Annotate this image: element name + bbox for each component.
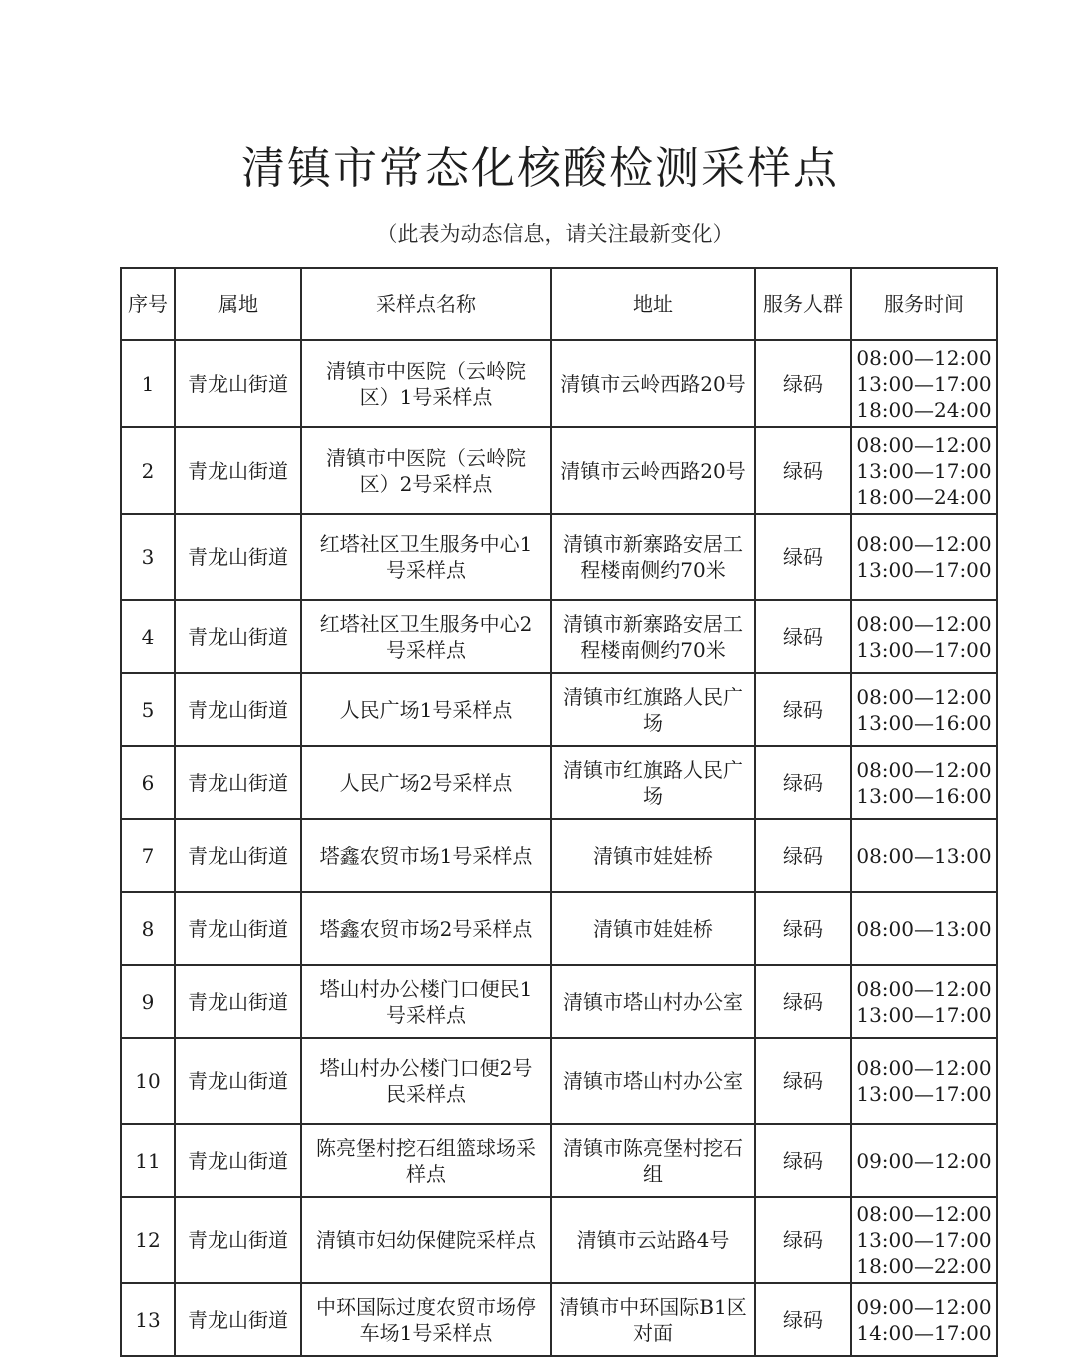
cell-name-line: 人民广场1号采样点 [339,697,513,722]
cell-name [301,819,551,892]
cell-name [301,340,551,427]
cell-group: 绿码 [755,340,851,427]
cell-time-line: 14:00—17:00 [856,1320,992,1345]
cell-time-line: 08:00—12:00 [856,1056,992,1080]
cell-time-line: 18:00—24:00 [856,484,992,509]
cell-area: 青龙山街道 [175,673,301,746]
cell-no: 11 [121,1124,175,1197]
cell-no: 3 [121,514,175,600]
cell-address [551,819,755,892]
cell-name-line: 号采样点 [386,1002,466,1027]
cell-address-line: 场 [643,710,663,735]
cell-time-line: 08:00—12:00 [856,611,992,636]
cell-address-line: 清镇市塔山村办公室 [563,1069,743,1093]
cell-group: 绿码 [755,673,851,746]
cell-area: 青龙山街道 [175,965,301,1038]
cell-group: 绿码 [755,1038,851,1124]
cell-name-line: 样点 [406,1161,446,1186]
header-name: 采样点名称 [301,268,551,340]
cell-time-line: 13:00—17:00 [856,371,992,396]
cell-no: 6 [121,746,175,819]
cell-time-line: 13:00—16:00 [856,710,992,735]
cell-time-line: 08:00—12:00 [856,976,992,1001]
cell-name [301,746,551,819]
cell-no: 5 [121,673,175,746]
cell-group: 绿码 [755,600,851,673]
cell-time-line: 13:00—17:00 [856,1002,992,1027]
cell-group: 绿码 [755,746,851,819]
cell-address [551,965,755,1038]
cell-area: 青龙山街道 [175,1124,301,1197]
cell-address-line: 清镇市娃娃桥 [593,916,713,941]
cell-name [301,1197,551,1283]
cell-group: 绿码 [755,819,851,892]
cell-address [551,892,755,965]
cell-no: 1 [121,340,175,427]
cell-name-line: 车场1号采样点 [359,1320,493,1345]
cell-time-line: 08:00—12:00 [856,1202,992,1226]
table-row [121,514,997,600]
cell-time-line: 18:00—24:00 [856,397,992,422]
cell-no: 8 [121,892,175,965]
cell-address-line: 清镇市陈亮堡村挖石 [563,1135,743,1160]
cell-address-line: 清镇市云站路4号 [576,1228,730,1252]
cell-time-line: 13:00—17:00 [856,458,992,483]
table-row [121,1124,997,1197]
cell-time-line: 08:00—12:00 [856,532,992,556]
cell-name-line: 塔山村办公楼门口便2号 [319,1056,533,1080]
cell-address [551,427,755,514]
table-row [121,1038,997,1124]
cell-time-line: 08:00—13:00 [856,916,992,941]
cell-address [551,1038,755,1124]
cell-address-line: 清镇市娃娃桥 [593,843,713,868]
cell-time [851,600,997,673]
cell-no: 12 [121,1197,175,1283]
cell-name-line: 红塔社区卫生服务中心2 [319,611,533,636]
cell-name [301,892,551,965]
cell-address [551,600,755,673]
table-row [121,892,997,965]
cell-time-line: 13:00—16:00 [856,783,992,808]
table-row [121,819,997,892]
cell-time-line: 09:00—12:00 [856,1148,992,1173]
cell-name [301,965,551,1038]
cell-address-line: 场 [643,783,663,808]
cell-name [301,673,551,746]
table-row [121,673,997,746]
cell-no: 10 [121,1038,175,1124]
cell-address [551,746,755,819]
cell-area: 青龙山街道 [175,1038,301,1124]
cell-address-line: 清镇市新寨路安居工 [563,532,743,556]
table-row [121,427,997,514]
cell-area: 青龙山街道 [175,1197,301,1283]
cell-address [551,673,755,746]
cell-group: 绿码 [755,1124,851,1197]
cell-address [551,514,755,600]
cell-area: 青龙山街道 [175,600,301,673]
header-group: 服务人群 [755,268,851,340]
cell-name [301,600,551,673]
cell-address-line: 清镇市红旗路人民广 [563,684,743,709]
cell-time [851,514,997,600]
cell-time-line: 09:00—12:00 [856,1294,992,1319]
cell-group: 绿码 [755,427,851,514]
cell-time-line: 08:00—12:00 [856,345,992,370]
cell-time [851,1124,997,1197]
cell-time [851,1283,997,1356]
cell-name [301,514,551,600]
cell-name [301,1283,551,1356]
cell-time-line: 08:00—12:00 [856,757,992,782]
cell-name [301,1038,551,1124]
cell-area: 青龙山街道 [175,746,301,819]
cell-time [851,1197,997,1283]
cell-time [851,892,997,965]
cell-no: 9 [121,965,175,1038]
table-row [121,746,997,819]
cell-address-line: 清镇市塔山村办公室 [563,989,743,1014]
table-row [121,1283,997,1356]
cell-address [551,1283,755,1356]
cell-time-line: 13:00—17:00 [856,558,992,582]
cell-time-line: 18:00—22:00 [856,1254,992,1278]
cell-time [851,1038,997,1124]
cell-group: 绿码 [755,892,851,965]
cell-address-line: 程楼南侧约70米 [580,637,726,662]
sampling-sites-table [120,267,998,1357]
cell-no: 4 [121,600,175,673]
cell-name-line: 区）2号采样点 [359,471,493,496]
page-subtitle: （此表为动态信息，请关注最新变化） [376,222,734,246]
cell-name [301,427,551,514]
cell-address-line: 程楼南侧约70米 [580,558,726,582]
cell-name-line: 清镇市妇幼保健院采样点 [316,1228,536,1252]
cell-time-line: 13:00—17:00 [856,1228,992,1252]
cell-name [301,1124,551,1197]
cell-area: 青龙山街道 [175,427,301,514]
cell-name-line: 民采样点 [386,1082,466,1106]
cell-name-line: 号采样点 [386,558,466,582]
cell-area: 青龙山街道 [175,340,301,427]
cell-time-line: 13:00—17:00 [856,637,992,662]
table-body [121,340,997,1356]
table-row [121,340,997,427]
cell-name-line: 清镇市中医院（云岭院 [326,358,526,383]
cell-no: 2 [121,427,175,514]
cell-name-line: 中环国际过度农贸市场停 [316,1294,536,1319]
cell-address-line: 清镇市新寨路安居工 [563,611,743,636]
header-address: 地址 [551,268,755,340]
cell-name-line: 区）1号采样点 [359,384,493,409]
table-row [121,1197,997,1283]
cell-area: 青龙山街道 [175,1283,301,1356]
cell-group: 绿码 [755,1283,851,1356]
table-header-row [121,268,997,340]
cell-group: 绿码 [755,514,851,600]
header-time: 服务时间 [851,268,997,340]
cell-name-line: 塔鑫农贸市场2号采样点 [319,916,533,941]
cell-no: 13 [121,1283,175,1356]
cell-group: 绿码 [755,1197,851,1283]
cell-name-line: 塔鑫农贸市场1号采样点 [319,843,533,868]
cell-time-line: 08:00—12:00 [856,432,992,457]
cell-address-line: 清镇市云岭西路20号 [560,458,746,483]
cell-address-line: 清镇市红旗路人民广 [563,757,743,782]
cell-area: 青龙山街道 [175,819,301,892]
cell-name-line: 清镇市中医院（云岭院 [326,445,526,470]
header-area: 属地 [175,268,301,340]
cell-time [851,819,997,892]
table-row [121,965,997,1038]
cell-time-line: 08:00—12:00 [856,684,992,709]
cell-area: 青龙山街道 [175,514,301,600]
cell-name-line: 号采样点 [386,637,466,662]
cell-address [551,340,755,427]
cell-area: 青龙山街道 [175,892,301,965]
cell-name-line: 陈亮堡村挖石组篮球场采 [316,1135,536,1160]
cell-address-line: 组 [643,1161,663,1186]
cell-time-line: 08:00—13:00 [856,843,992,868]
table-row [121,600,997,673]
cell-name-line: 人民广场2号采样点 [339,770,513,795]
cell-address [551,1197,755,1283]
cell-address-line: 清镇市中环国际B1区 [559,1294,747,1319]
page-title: 清镇市常态化核酸检测采样点 [241,143,839,194]
cell-no: 7 [121,819,175,892]
cell-name-line: 红塔社区卫生服务中心1 [319,532,533,556]
cell-address-line: 对面 [633,1320,673,1345]
cell-time [851,673,997,746]
cell-time [851,427,997,514]
header-no: 序号 [121,268,175,340]
cell-time-line: 13:00—17:00 [856,1082,992,1106]
cell-time [851,746,997,819]
cell-time [851,965,997,1038]
cell-time [851,340,997,427]
cell-name-line: 塔山村办公楼门口便民1 [319,976,533,1001]
cell-group: 绿码 [755,965,851,1038]
cell-address [551,1124,755,1197]
cell-address-line: 清镇市云岭西路20号 [560,371,746,396]
